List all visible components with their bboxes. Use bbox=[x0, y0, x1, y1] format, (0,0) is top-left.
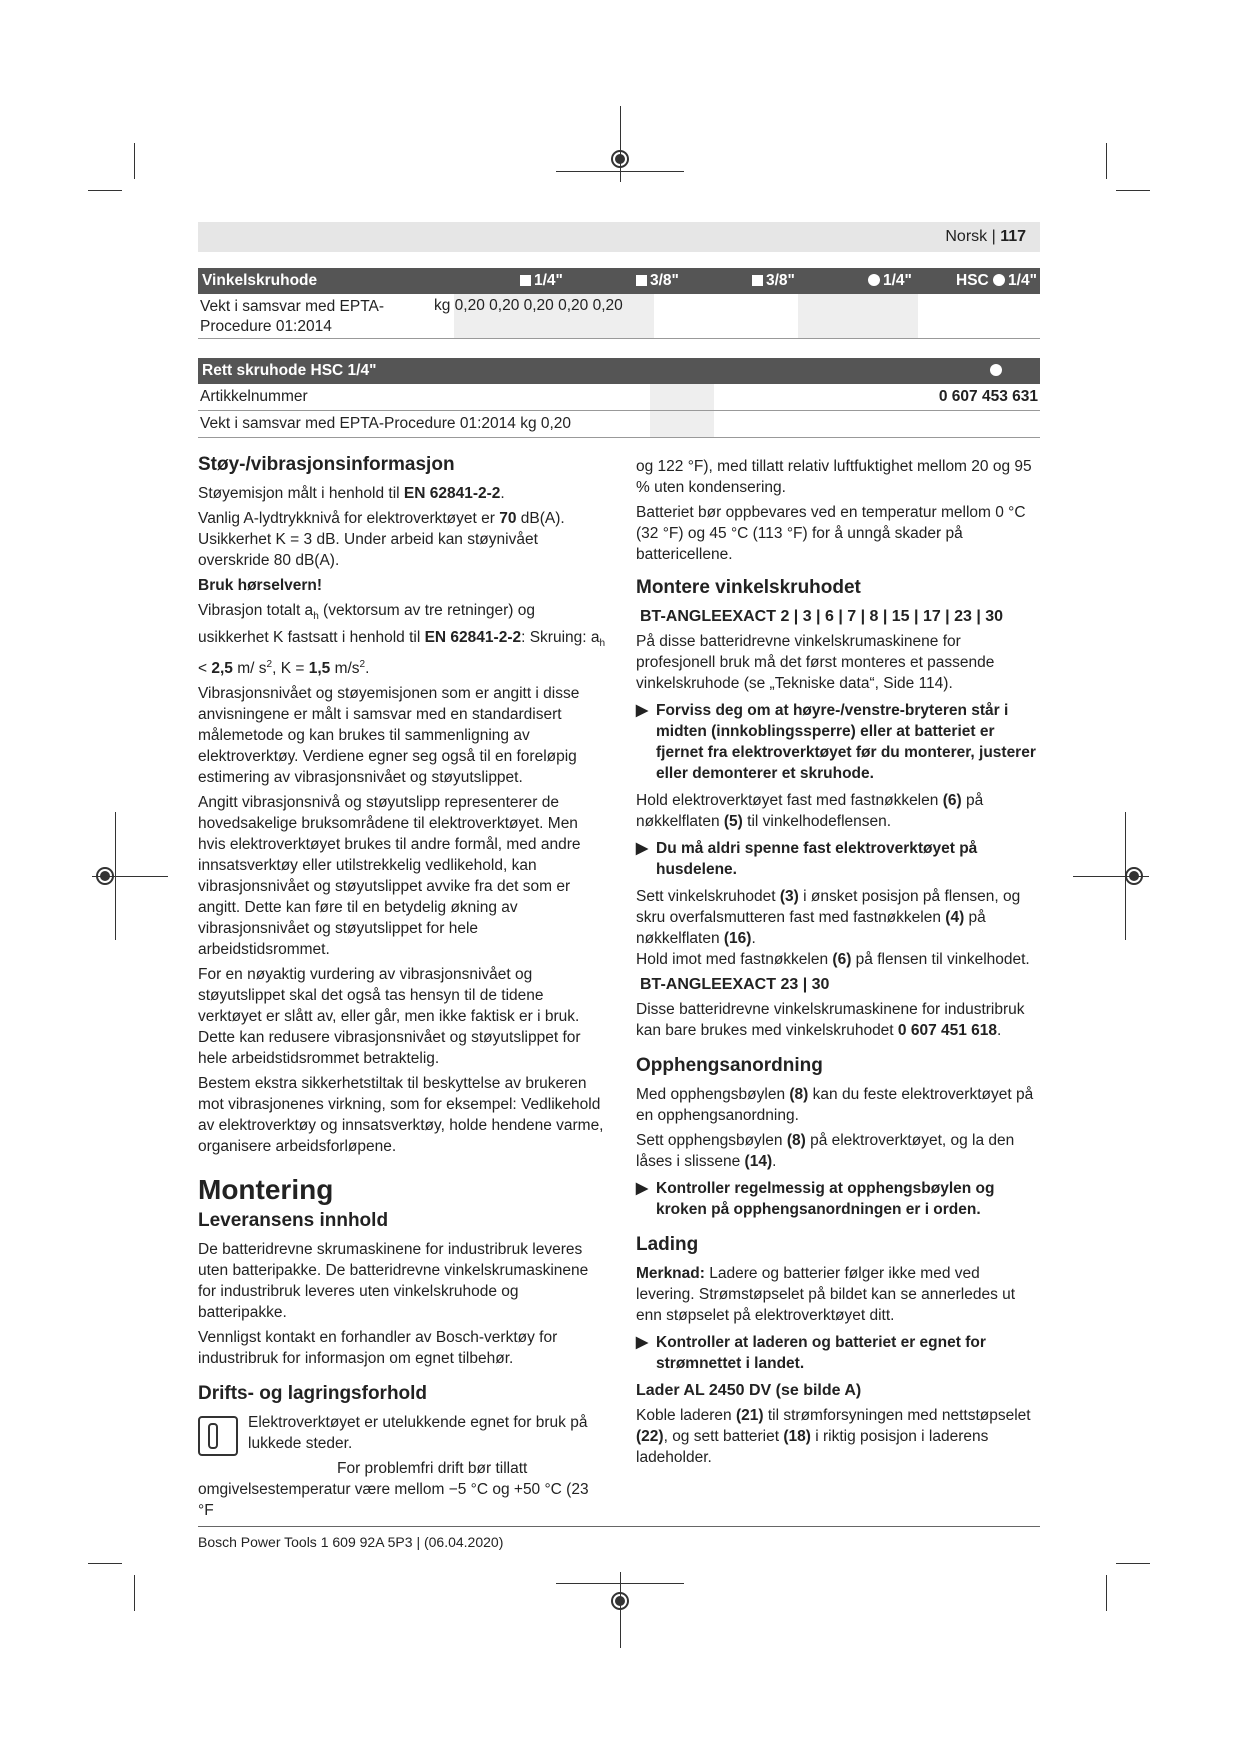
table-row bbox=[198, 384, 1040, 411]
paragraph: Angitt vibrasjonsnivå og støyutslipp representerer de hovedsakelige bruksområdene til elektroverktøyet. Men hvis elektroverktøyet brukes til andre formål, med andre innsatsverktøy eller utilstrekkelig vedlikehold, kan vibrasjonsnivået og støyutslippet avvike fra det som er angitt. Dette kan føre til en betydelig økning av vibrasjonsnivået og støyutslippet for hele arbeidstidsrommet. bbox=[198, 794, 581, 959]
registration-target-icon bbox=[611, 1592, 629, 1610]
warning-item: ▶ Forviss deg om at høyre-/venstre-bryteren står i midten (innkoblingssperre) eller at batteriet er fjernet fra elektroverktøyet før du monterer, justerer eller demonterer et skruhode. bbox=[636, 702, 1036, 782]
crop-mark bbox=[1106, 1575, 1107, 1611]
page-footer: Bosch Power Tools 1 609 92A 5P3 | (06.04.2020) bbox=[198, 1534, 504, 1550]
paragraph: Sett vinkelskruhodet (3) i ønsket posisjon på flensen, og skru overfalsmutteren fast med fastnøkkelen (4) på nøkkelflaten (16). bbox=[636, 888, 1021, 947]
thermometer-indoor-icon bbox=[198, 1416, 238, 1456]
registration-target-icon bbox=[96, 867, 114, 885]
table-header-col: 3/8" bbox=[752, 272, 795, 290]
crop-mark bbox=[88, 190, 122, 191]
hearing-protection-note: Bruk hørselvern! bbox=[198, 577, 323, 594]
spec-table-angle-head bbox=[198, 268, 1040, 339]
right-column bbox=[636, 456, 1040, 1472]
model-heading: BT-ANGLEEXACT 23 | 30 bbox=[640, 976, 830, 993]
section-heading: Støy-/vibrasjonsinformasjon bbox=[198, 454, 455, 475]
arrow-right-icon: ▶ bbox=[636, 1334, 648, 1351]
crop-mark bbox=[88, 1563, 122, 1564]
page-header bbox=[198, 222, 1040, 252]
table-header-row bbox=[198, 358, 1040, 384]
page-header-text: Norsk | 117 bbox=[945, 228, 1026, 245]
table-header-col: 1/4" bbox=[520, 272, 563, 290]
registration-mark bbox=[556, 171, 684, 172]
paragraph: For en nøyaktig vurdering av vibrasjonsnivået og støyutslippet skal det også tas hensyn til de tidene verktøyet er slått av, eller går, men ikke faktisk er i bruk. Dette kan redusere vibrasjonsnivået og støyutslippet for hele arbeidstidsrommet betraktelig. bbox=[198, 966, 581, 1068]
arrow-right-icon: ▶ bbox=[636, 702, 648, 719]
paragraph: Batteriet bør oppbevares ved en temperatur mellom 0 °C (32 °F) og 45 °C (113 °F) for å unngå skader på battericellene. bbox=[636, 504, 1026, 563]
hex-drive-icon bbox=[868, 274, 880, 286]
weight-label: Vekt i samsvar med EPTA- Procedure 01:2014 bbox=[200, 298, 385, 335]
paragraph: Elektroverktøyet er utelukkende egnet for bruk på lukkede steder. bbox=[248, 1414, 588, 1453]
section-heading: Lading bbox=[636, 1234, 699, 1255]
paragraph: På disse batteridrevne vinkelskrumaskinene for profesjonell bruk må det først monteres et passende vinkelskruhode (se „Tekniske data“, Side 114). bbox=[636, 633, 995, 692]
warning-item: ▶ Kontroller regelmessig at opphengsbøylen og kroken på opphengsanordningen er i orden. bbox=[636, 1180, 995, 1218]
paragraph: Disse batteridrevne vinkelskrumaskinene for industribruk kan bare brukes med vinkelskruhodet 0 607 451 618. bbox=[636, 1001, 1025, 1039]
table-header-title: Rett skruhode HSC 1/4" bbox=[202, 362, 377, 379]
paragraph: Koble laderen (21) til strømforsyningen med nettstøpselet (22), og sett batteriet (18) i riktig posisjon i laderens ladeholder. bbox=[636, 1407, 1031, 1466]
hex-drive-icon bbox=[993, 274, 1005, 286]
crop-mark bbox=[1106, 143, 1107, 179]
section-heading: Montere vinkelskruhodet bbox=[636, 577, 861, 598]
paragraph: Vibrasjon totalt $a_h$ (vektorsum av tre retninger) og usikkerhet K fastsatt i henhold til EN 62841-2-2: Skruing: $a_h < 2,5$ m/ $s^2$, K = 1,5 $m/s^2$. bbox=[198, 602, 606, 678]
table-row bbox=[198, 294, 1040, 339]
crop-mark bbox=[134, 143, 135, 179]
page-number: 117 bbox=[1000, 228, 1026, 245]
paragraph: Bestem ekstra sikkerhetstiltak til beskyttelse av brukeren mot vibrasjonenes virkning, som for eksempel: Vedlikehold av elektroverktøy og innsatsverktøy, holde hendene varme, organisere arbeidsforløpene. bbox=[198, 1075, 604, 1156]
square-drive-icon bbox=[752, 275, 763, 286]
left-column bbox=[198, 450, 606, 1525]
table-header-row bbox=[198, 268, 1040, 294]
paragraph: Med opphengsbøylen (8) kan du feste elektroverktøyet på en opphengsanordning. bbox=[636, 1086, 1034, 1124]
paragraph: Vennligst kontakt en forhandler av Bosch-verktøy for industribruk for informasjon om egnet tilbehør. bbox=[198, 1329, 558, 1368]
registration-target-icon bbox=[1125, 867, 1143, 885]
section-heading: Leveransens innhold bbox=[198, 1210, 389, 1232]
paragraph: Hold elektroverktøyet fast med fastnøkkelen (6) på nøkkelflaten (5) til vinkelhodeflensen. bbox=[636, 792, 984, 830]
table-header-title: Vinkelskruhode bbox=[202, 272, 318, 289]
table-header-col: 3/8" bbox=[636, 272, 679, 290]
crop-mark bbox=[134, 1575, 135, 1611]
paragraph: Sett opphengsbøylen (8) på elektroverktøyet, og la den låses i slissene (14). bbox=[636, 1132, 1015, 1170]
paragraph: Hold imot med fastnøkkelen (6) på flensen til vinkelhodet. bbox=[636, 951, 1030, 968]
paragraph: Vanlig A-lydtrykknivå for elektroverktøyet er 70 dB(A). Usikkerhet K = 3 dB. Under arbeid kan støynivået overskride 80 dB(A). bbox=[198, 510, 565, 569]
weight-row-text: Vekt i samsvar med EPTA-Procedure 01:2014 kg 0,20 bbox=[200, 415, 572, 432]
section-heading: Opphengsanordning bbox=[636, 1055, 823, 1076]
registration-mark bbox=[556, 1583, 684, 1584]
table-header-col: 1/4" bbox=[868, 272, 912, 290]
paragraph: For problemfri drift bør tillatt omgivelsestemperatur være mellom −5 °C og +50 °C (23 °F bbox=[198, 1460, 589, 1520]
article-number-value: 0 607 453 631 bbox=[938, 388, 1038, 405]
paragraph: Vibrasjonsnivået og støyemisjonen som er angitt i disse anvisningene er målt i samsvar med en standardisert målemetode og kan brukes til sammenligning av elektroverktøy. Verdiene egner seg også til en foreløpig estimering av vibrasjonsnivået og støyutslippet. bbox=[198, 685, 580, 787]
chapter-heading: Montering bbox=[198, 1174, 334, 1206]
arrow-right-icon: ▶ bbox=[636, 840, 648, 857]
square-drive-icon bbox=[520, 275, 531, 286]
arrow-right-icon: ▶ bbox=[636, 1180, 648, 1197]
table-header-col bbox=[990, 362, 1005, 380]
crop-mark bbox=[1116, 1563, 1150, 1564]
hex-drive-icon bbox=[990, 364, 1002, 376]
warning-item: ▶ Kontroller at laderen og batteriet er egnet for strømnettet i landet. bbox=[636, 1334, 986, 1372]
crop-mark bbox=[1116, 190, 1150, 191]
article-number-label: Artikkelnummer bbox=[200, 388, 308, 405]
paragraph: og 122 °F), med tillatt relativ luftfuktighet mellom 20 og 95 % uten kondensering. bbox=[636, 458, 1032, 496]
spec-table-straight-head bbox=[198, 358, 1040, 438]
square-drive-icon bbox=[636, 275, 647, 286]
registration-target-icon bbox=[611, 150, 629, 168]
weight-values: kg 0,20 0,20 0,20 0,20 0,20 bbox=[434, 297, 623, 314]
table-row bbox=[198, 411, 1040, 438]
paragraph: Støyemisjon målt i henhold til EN 62841-2-2. bbox=[198, 485, 505, 502]
model-heading: BT-ANGLEEXACT 2 | 3 | 6 | 7 | 8 | 15 | 17 | 23 | 30 bbox=[640, 608, 1004, 625]
paragraph: De batteridrevne skrumaskinene for industribruk leveres uten batteripakke. De batteridrevne vinkelskrumaskinene for industribruk leveres uten vinkelskruhode og batteripakke. bbox=[198, 1241, 589, 1322]
warning-item: ▶ Du må aldri spenne fast elektroverktøyet på husdelene. bbox=[636, 840, 978, 878]
language-label: Norsk bbox=[945, 228, 988, 245]
paragraph: Merknad: Ladere og batterier følger ikke med ved levering. Strømstøpselet på bildet kan se annerledes ut enn støpselet på elektroverktøyet ditt. bbox=[636, 1265, 1016, 1324]
subsection-heading: Lader AL 2450 DV (se bilde A) bbox=[636, 1382, 862, 1399]
temperature-block bbox=[198, 1412, 606, 1521]
footer-rule bbox=[198, 1526, 1040, 1527]
section-heading: Drifts- og lagringsforhold bbox=[198, 1383, 428, 1405]
table-header-col: HSC 1/4" bbox=[956, 272, 1037, 289]
